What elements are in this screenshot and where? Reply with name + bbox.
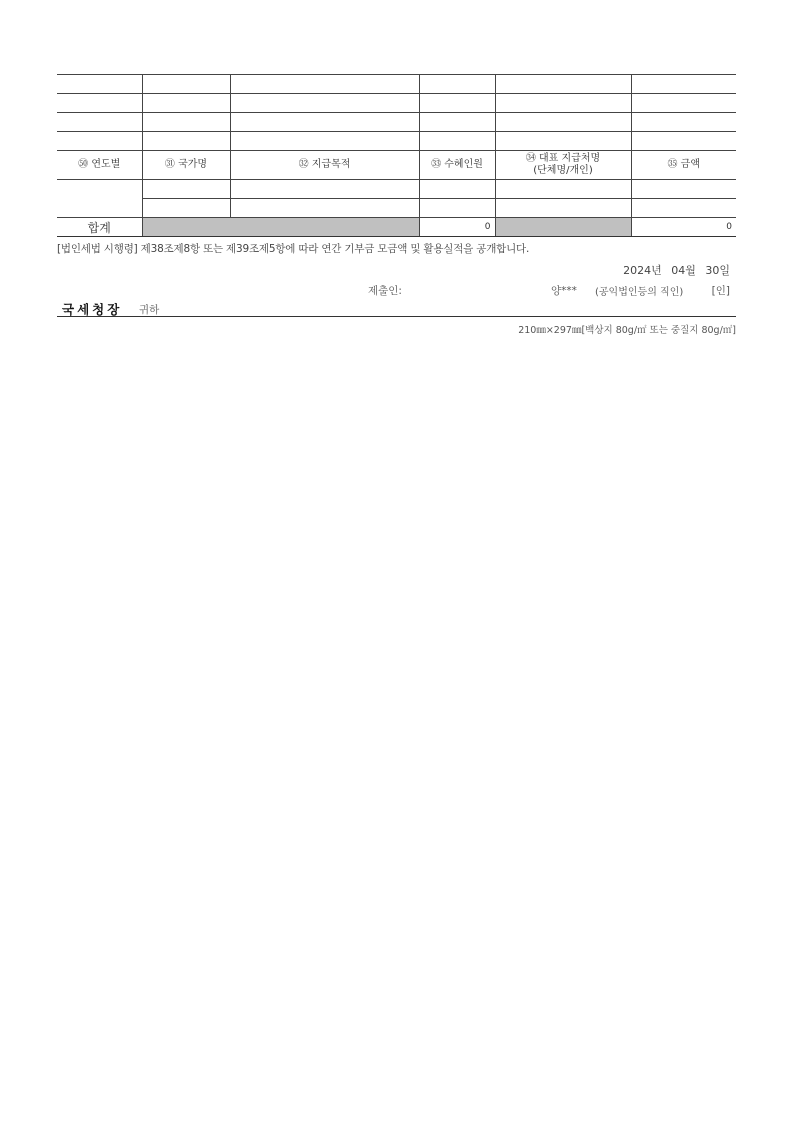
recipient-name: 국세청장 — [62, 302, 123, 317]
date-day: 30일 — [705, 264, 730, 277]
header-country — [142, 151, 230, 180]
table-row — [57, 180, 736, 199]
header-sublabel: (단체명/개인) — [533, 165, 593, 176]
submission-date — [617, 262, 730, 278]
donation-usage-table — [57, 74, 736, 237]
table-row — [57, 132, 736, 151]
header-representative — [495, 151, 631, 180]
submitter-label: 제출인: — [368, 285, 402, 297]
submitter-name: 양*** — [551, 285, 577, 297]
header-amount — [631, 151, 736, 180]
legal-notice: [법인세법 시행령] 제38조제8항 또는 제39조제5항에 따라 연간 기부금 모금액 및 활용실적을 공개합니다. — [57, 243, 530, 255]
seal-mark: [인] — [711, 285, 730, 297]
header-label: 국가명 — [178, 159, 208, 170]
table-header-row — [57, 151, 736, 180]
item-number: ㉞ — [525, 153, 536, 164]
header-label: 지급목적 — [311, 159, 351, 170]
item-number: ㉝ — [431, 159, 442, 170]
item-number: ㉛ — [164, 159, 175, 170]
total-recipients: 0 — [419, 218, 495, 237]
header-label: 연도별 — [91, 159, 121, 170]
date-year: 2024년 — [623, 264, 662, 277]
recipient-honorific: 귀하 — [139, 304, 160, 316]
date-month: 04월 — [671, 264, 696, 277]
table-row — [57, 199, 736, 218]
disclosure-form — [57, 74, 736, 336]
header-purpose — [230, 151, 419, 180]
header-label: 금액 — [680, 159, 700, 170]
item-number: ㉜ — [298, 159, 309, 170]
divider — [57, 316, 736, 317]
header-year — [57, 151, 142, 180]
shaded-cell — [142, 218, 419, 237]
table-row — [57, 75, 736, 94]
total-row — [57, 218, 736, 237]
year-cell — [57, 180, 142, 218]
header-label: 수혜인원 — [444, 159, 483, 170]
submitter-row — [57, 283, 736, 297]
total-amount: 0 — [631, 218, 736, 237]
table-row — [57, 113, 736, 132]
submitter-position: (공익법인등의 직인) — [595, 287, 684, 298]
header-recipients — [419, 151, 495, 180]
header-label: 대표 지급처명 — [539, 153, 601, 164]
paper-spec: 210㎜×297㎜[백상지 80g/㎡ 또는 중질지 80g/㎡] — [518, 325, 736, 336]
item-number: ㊿ — [78, 159, 89, 170]
table-row — [57, 94, 736, 113]
shaded-cell — [495, 218, 631, 237]
total-label: 합계 — [57, 218, 142, 237]
item-number: ㉟ — [667, 159, 678, 170]
